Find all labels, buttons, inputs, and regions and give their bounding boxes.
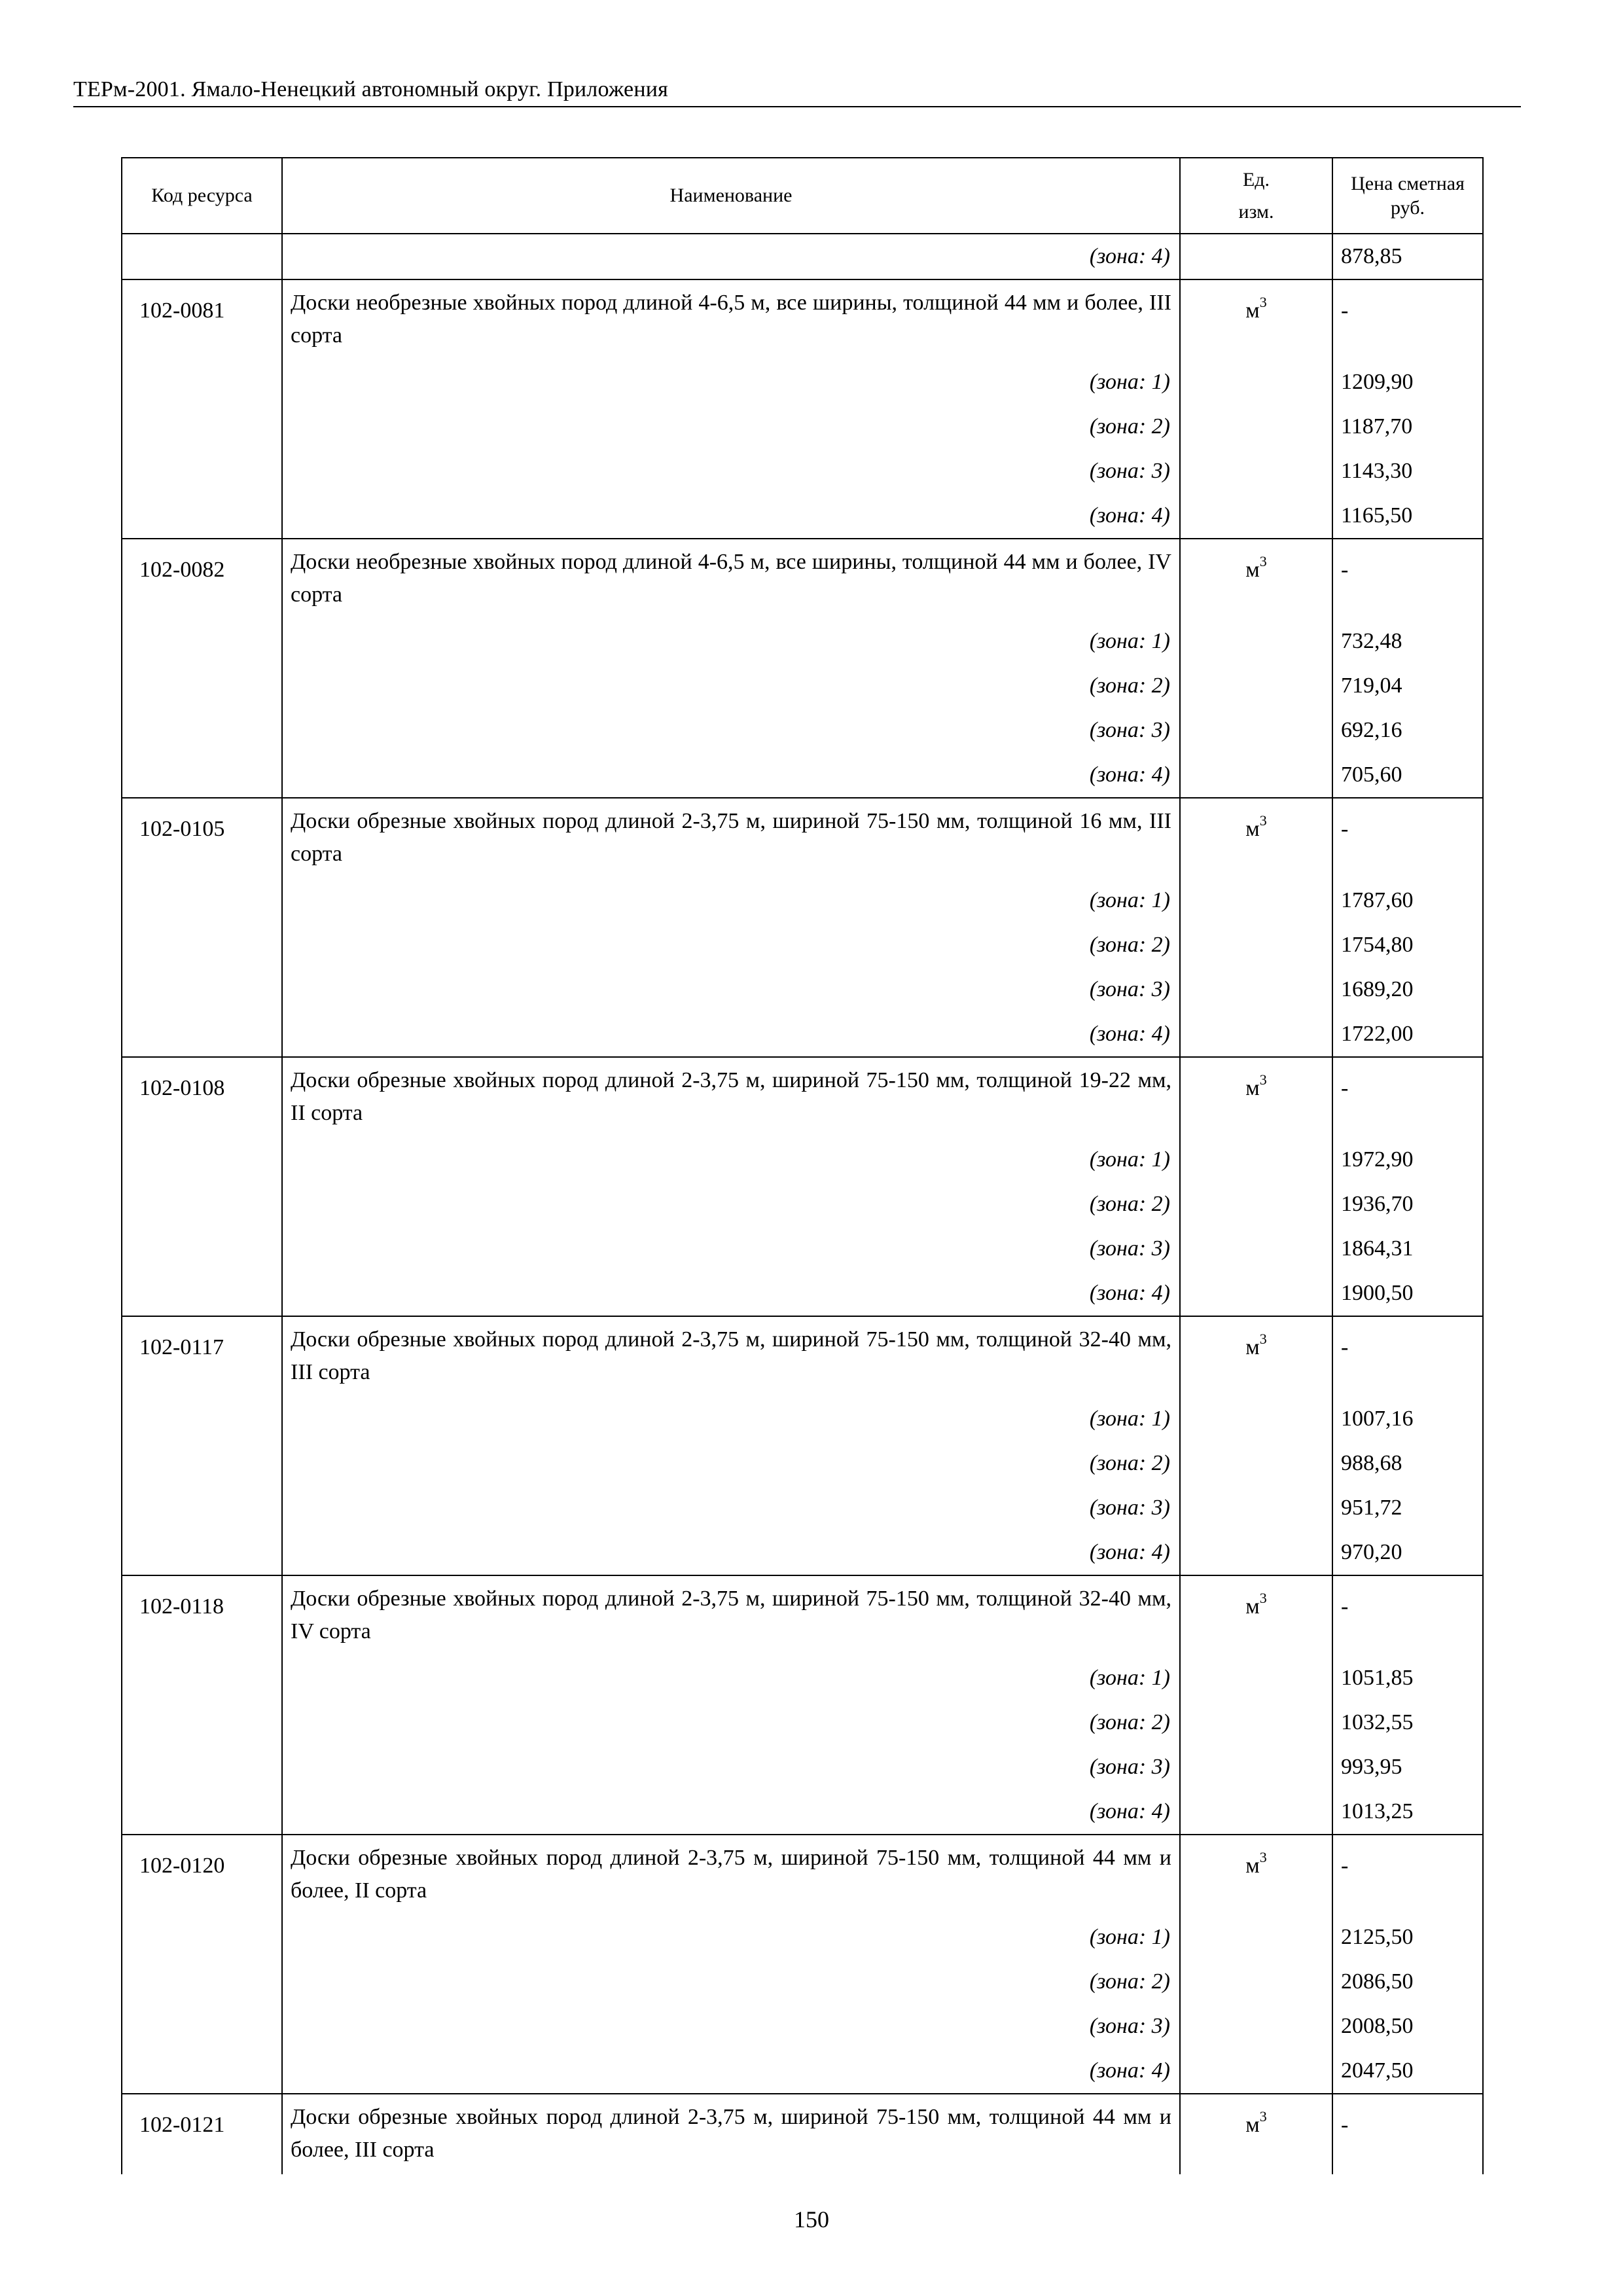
unit-exponent: 3 [1259,1071,1267,1088]
zone-label: (зона: 1) [282,1656,1180,1700]
unit-base: м [1245,1594,1260,1619]
unit-base: м [1245,1854,1260,1878]
unit-cell [1180,1575,1332,1656]
zone-code-cell [122,1012,282,1057]
zone-label: (зона: 1) [282,1915,1180,1960]
unit-cell [1180,2094,1332,2174]
zone-price: 1032,55 [1332,1700,1483,1745]
zone-price: 732,48 [1332,619,1483,664]
zone-label: (зона: 3) [282,1227,1180,1271]
resource-code: 102-0118 [122,1575,282,1656]
unit-cell [1180,1316,1332,1397]
zone-price: 1165,50 [1332,493,1483,539]
continuation-zone-label: (зона: 4) [282,234,1180,279]
zone-unit-cell [1180,878,1332,923]
zone-label: (зона: 4) [282,2049,1180,2094]
zone-label: (зона: 4) [282,753,1180,798]
zone-label: (зона: 3) [282,1486,1180,1530]
zone-code-cell [122,1138,282,1182]
continuation-unit-cell [1180,234,1332,279]
zone-price: 1143,30 [1332,449,1483,493]
zone-row [122,1486,1483,1530]
zone-unit-cell [1180,1397,1332,1441]
zone-unit-cell [1180,1530,1332,1575]
zone-row [122,878,1483,923]
zone-unit-cell [1180,360,1332,404]
zone-row [122,753,1483,798]
zone-unit-cell [1180,708,1332,753]
zone-code-cell [122,878,282,923]
unit-cell [1180,539,1332,619]
zone-code-cell [122,449,282,493]
resource-code: 102-0105 [122,798,282,878]
table-body [122,234,1483,2174]
column-header-price-line2: руб. [1391,197,1425,219]
zone-row [122,2049,1483,2094]
resource-code: 102-0081 [122,279,282,360]
zone-code-cell [122,1960,282,2004]
zone-label: (зона: 4) [282,493,1180,539]
zone-unit-cell [1180,1745,1332,1789]
zone-unit-cell [1180,1656,1332,1700]
zone-code-cell [122,1271,282,1316]
column-header-price [1332,158,1483,234]
zone-price: 1051,85 [1332,1656,1483,1700]
document-title: ТЕРм-2001. Ямало-Ненецкий автономный округ. Приложения [73,77,668,101]
zone-price: 1864,31 [1332,1227,1483,1271]
zone-unit-cell [1180,1271,1332,1316]
column-header-unit-line2: изм. [1238,201,1274,223]
continuation-row [122,234,1483,279]
zone-price: 719,04 [1332,664,1483,708]
zone-code-cell [122,967,282,1012]
zone-unit-cell [1180,753,1332,798]
zone-label: (зона: 1) [282,1397,1180,1441]
unit-exponent: 3 [1259,552,1267,569]
zone-unit-cell [1180,493,1332,539]
base-price: - [1332,1835,1483,1915]
unit-exponent: 3 [1259,2108,1267,2125]
zone-row [122,923,1483,967]
page-header [73,73,1521,107]
table-row [122,1835,1483,1915]
zone-label: (зона: 3) [282,449,1180,493]
zone-price: 2047,50 [1332,2049,1483,2094]
unit-exponent: 3 [1259,293,1267,310]
zone-price: 692,16 [1332,708,1483,753]
zone-unit-cell [1180,967,1332,1012]
zone-unit-cell [1180,1700,1332,1745]
column-header-unit-line1: Ед. [1242,168,1270,190]
zone-price: 1787,60 [1332,878,1483,923]
zone-code-cell [122,1656,282,1700]
resource-name: Доски обрезные хвойных пород длиной 2-3,75 м, шириной 75-150 мм, толщиной 16 мм, III сорта [282,798,1180,878]
zone-price: 951,72 [1332,1486,1483,1530]
zone-code-cell [122,1915,282,1960]
table-row [122,279,1483,360]
zone-price: 1007,16 [1332,1397,1483,1441]
zone-label: (зона: 4) [282,1530,1180,1575]
unit-cell [1180,1835,1332,1915]
table-row [122,1575,1483,1656]
zone-label: (зона: 3) [282,1745,1180,1789]
zone-price: 2008,50 [1332,2004,1483,2049]
zone-row [122,404,1483,449]
unit-exponent: 3 [1259,1589,1267,1606]
resource-name: Доски обрезные хвойных пород длиной 2-3,75 м, шириной 75-150 мм, толщиной 19-22 мм, II сорта [282,1057,1180,1138]
zone-price: 1722,00 [1332,1012,1483,1057]
base-price: - [1332,279,1483,360]
zone-label: (зона: 4) [282,1271,1180,1316]
zone-row [122,2004,1483,2049]
table-row [122,1057,1483,1138]
zone-price: 1936,70 [1332,1182,1483,1227]
unit-cell [1180,1057,1332,1138]
zone-unit-cell [1180,2049,1332,2094]
unit-exponent: 3 [1259,1330,1267,1347]
zone-price: 1187,70 [1332,404,1483,449]
resource-name: Доски обрезные хвойных пород длиной 2-3,75 м, шириной 75-150 мм, толщиной 32-40 мм, III сорта [282,1316,1180,1397]
zone-row [122,1182,1483,1227]
zone-unit-cell [1180,1012,1332,1057]
unit-cell [1180,279,1332,360]
resource-name: Доски обрезные хвойных пород длиной 2-3,75 м, шириной 75-150 мм, толщиной 32-40 мм, IV сорта [282,1575,1180,1656]
unit-base: м [1245,1076,1260,1100]
zone-price: 1900,50 [1332,1271,1483,1316]
resource-name: Доски необрезные хвойных пород длиной 4-6,5 м, все ширины, толщиной 44 мм и более, IV сорта [282,539,1180,619]
zone-row [122,1271,1483,1316]
resource-code: 102-0121 [122,2094,282,2174]
zone-row [122,1745,1483,1789]
price-table [121,157,1484,2174]
unit-base: м [1245,817,1260,841]
zone-unit-cell [1180,1138,1332,1182]
zone-label: (зона: 2) [282,1700,1180,1745]
zone-code-cell [122,923,282,967]
zone-price: 1013,25 [1332,1789,1483,1835]
unit-base: м [1245,298,1260,323]
zone-label: (зона: 1) [282,1138,1180,1182]
zone-row [122,449,1483,493]
zone-row [122,619,1483,664]
zone-row [122,1441,1483,1486]
resource-code: 102-0120 [122,1835,282,1915]
zone-code-cell [122,1530,282,1575]
zone-row [122,1397,1483,1441]
zone-unit-cell [1180,404,1332,449]
unit-exponent: 3 [1259,812,1267,829]
zone-label: (зона: 2) [282,664,1180,708]
zone-unit-cell [1180,449,1332,493]
base-price: - [1332,1057,1483,1138]
zone-code-cell [122,493,282,539]
zone-row [122,493,1483,539]
zone-code-cell [122,360,282,404]
zone-price: 2086,50 [1332,1960,1483,2004]
zone-code-cell [122,2049,282,2094]
zone-code-cell [122,619,282,664]
zone-label: (зона: 3) [282,967,1180,1012]
zone-row [122,1915,1483,1960]
table-header-row [122,158,1483,234]
zone-label: (зона: 2) [282,404,1180,449]
zone-unit-cell [1180,1441,1332,1486]
zone-code-cell [122,404,282,449]
zone-price: 970,20 [1332,1530,1483,1575]
column-header-price-line1: Цена сметная [1351,172,1465,194]
base-price: - [1332,539,1483,619]
resource-code: 102-0108 [122,1057,282,1138]
base-price: - [1332,798,1483,878]
zone-price: 988,68 [1332,1441,1483,1486]
zone-price: 705,60 [1332,753,1483,798]
zone-code-cell [122,1441,282,1486]
zone-code-cell [122,2004,282,2049]
unit-cell [1180,798,1332,878]
zone-label: (зона: 4) [282,1789,1180,1835]
zone-code-cell [122,1745,282,1789]
zone-unit-cell [1180,923,1332,967]
zone-row [122,1530,1483,1575]
zone-row [122,1138,1483,1182]
base-price: - [1332,1316,1483,1397]
zone-label: (зона: 2) [282,923,1180,967]
zone-price: 1689,20 [1332,967,1483,1012]
zone-price: 1209,90 [1332,360,1483,404]
zone-unit-cell [1180,2004,1332,2049]
resource-name: Доски обрезные хвойных пород длиной 2-3,75 м, шириной 75-150 мм, толщиной 44 мм и более, II сорта [282,1835,1180,1915]
zone-unit-cell [1180,1789,1332,1835]
zone-unit-cell [1180,664,1332,708]
zone-label: (зона: 2) [282,1182,1180,1227]
zone-label: (зона: 2) [282,1960,1180,2004]
zone-label: (зона: 3) [282,2004,1180,2049]
zone-code-cell [122,753,282,798]
page-number: 150 [794,2206,829,2233]
zone-code-cell [122,664,282,708]
table-row [122,2094,1483,2174]
zone-code-cell [122,1182,282,1227]
zone-unit-cell [1180,619,1332,664]
unit-base: м [1245,558,1260,582]
zone-unit-cell [1180,1486,1332,1530]
column-header-name: Наименование [282,158,1180,234]
zone-price: 2125,50 [1332,1915,1483,1960]
zone-code-cell [122,708,282,753]
unit-base: м [1245,2113,1260,2137]
base-price: - [1332,1575,1483,1656]
zone-row [122,664,1483,708]
table-row [122,1316,1483,1397]
column-header-code: Код ресурса [122,158,282,234]
resource-code: 102-0117 [122,1316,282,1397]
zone-label: (зона: 2) [282,1441,1180,1486]
zone-row [122,1960,1483,2004]
zone-row [122,1012,1483,1057]
price-table-container [121,157,1482,2162]
zone-unit-cell [1180,1227,1332,1271]
zone-row [122,1656,1483,1700]
zone-unit-cell [1180,1915,1332,1960]
zone-price: 1754,80 [1332,923,1483,967]
zone-price: 993,95 [1332,1745,1483,1789]
base-price: - [1332,2094,1483,2174]
zone-code-cell [122,1486,282,1530]
zone-label: (зона: 1) [282,619,1180,664]
zone-row [122,1789,1483,1835]
zone-code-cell [122,1227,282,1271]
zone-code-cell [122,1700,282,1745]
zone-row [122,1700,1483,1745]
table-row [122,798,1483,878]
unit-exponent: 3 [1259,1848,1267,1865]
zone-unit-cell [1180,1182,1332,1227]
table-row [122,539,1483,619]
continuation-price: 878,85 [1332,234,1483,279]
zone-row [122,708,1483,753]
zone-row [122,967,1483,1012]
resource-name: Доски необрезные хвойных пород длиной 4-6,5 м, все ширины, толщиной 44 мм и более, III сорта [282,279,1180,360]
resource-name: Доски обрезные хвойных пород длиной 2-3,75 м, шириной 75-150 мм, толщиной 44 мм и более, III сорта [282,2094,1180,2174]
zone-code-cell [122,1789,282,1835]
zone-label: (зона: 4) [282,1012,1180,1057]
continuation-code-cell [122,234,282,279]
zone-unit-cell [1180,1960,1332,2004]
zone-row [122,1227,1483,1271]
zone-label: (зона: 3) [282,708,1180,753]
unit-base: м [1245,1335,1260,1359]
zone-label: (зона: 1) [282,878,1180,923]
zone-row [122,360,1483,404]
zone-code-cell [122,1397,282,1441]
zone-label: (зона: 1) [282,360,1180,404]
zone-price: 1972,90 [1332,1138,1483,1182]
column-header-unit [1180,158,1332,234]
table-header [122,158,1483,234]
resource-code: 102-0082 [122,539,282,619]
